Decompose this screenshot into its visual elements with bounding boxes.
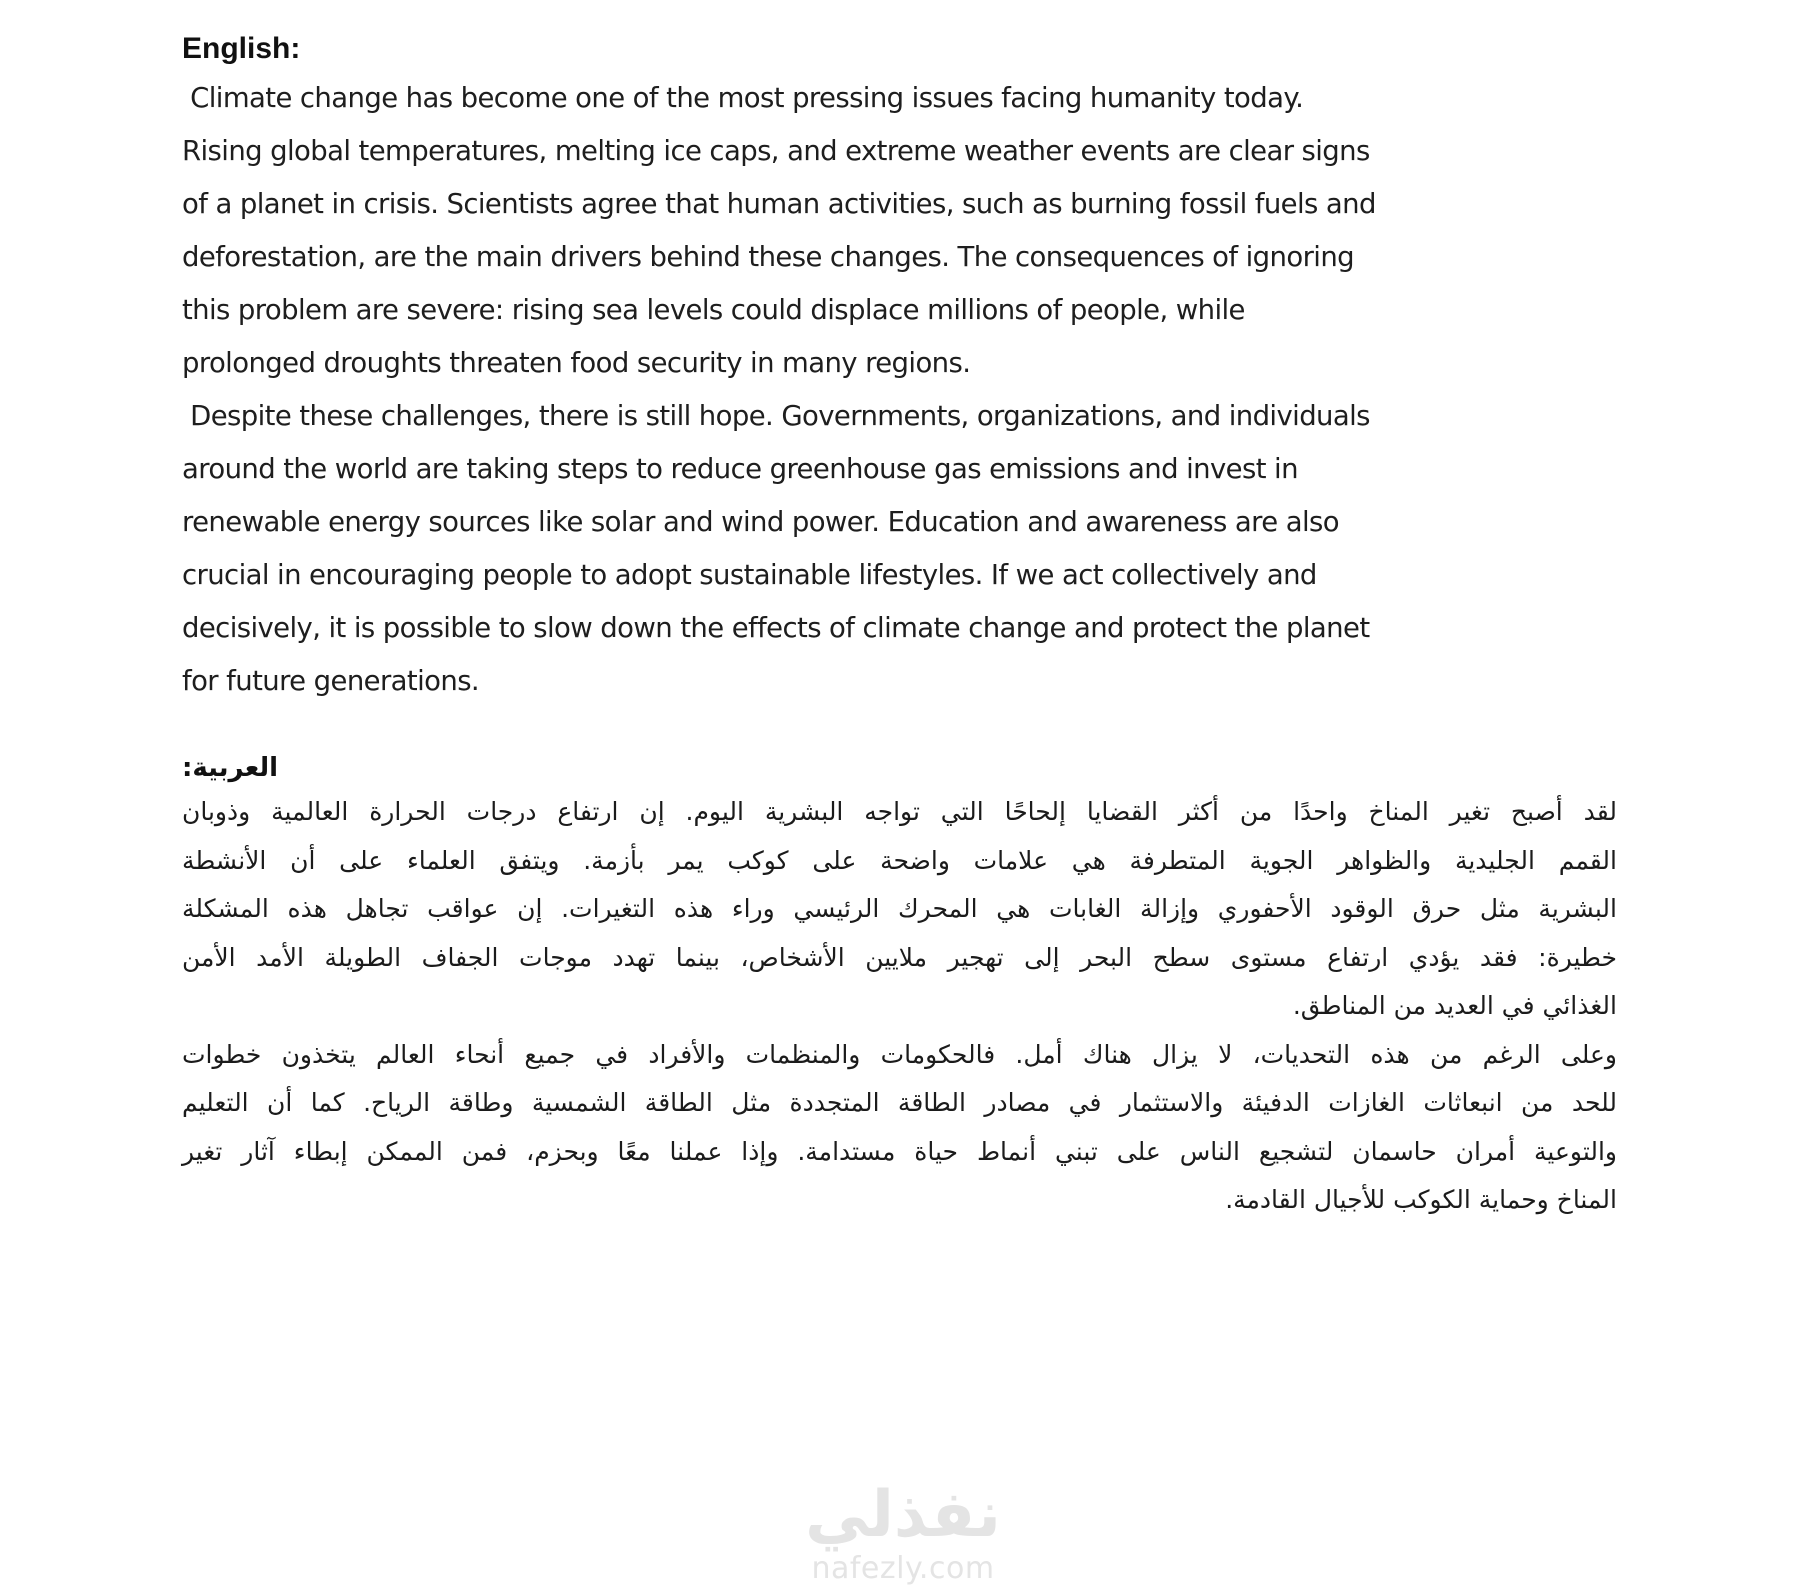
text-line: decisively, it is possible to slow down the effects of climate change and protect the planet — [182, 612, 1370, 644]
text-line: الغذائي في العديد من المناطق. — [1292, 991, 1617, 1020]
arabic-heading: العربية: — [182, 753, 279, 783]
arabic-section — [182, 748, 1617, 1225]
text-line: لقد أصبح تغير المناخ واحدًا من أكثر القضايا إلحاحًا التي تواجه البشرية اليوم. إن ارتفاع درجات الحرارة العالمية وذوبان — [182, 797, 1617, 826]
text-line: renewable energy sources like solar and wind power. Education and awareness are also — [182, 506, 1339, 538]
text-line: المناخ وحماية الكوكب للأجيال القادمة. — [1225, 1185, 1617, 1214]
text-line: for future generations. — [182, 665, 480, 697]
text-line: خطيرة: فقد يؤدي ارتفاع مستوى سطح البحر إلى تهجير ملايين الأشخاص، بينما تهدد موجات الجفاف الطويلة الأمد الأمن — [182, 942, 1617, 972]
english-section — [182, 26, 1622, 708]
english-paragraph-1 — [182, 72, 1622, 390]
english-paragraph-2 — [182, 390, 1622, 708]
text-line: للحد من انبعاثات الغازات الدفيئة والاستثمار في مصادر الطاقة المتجددة مثل الطاقة الشمسية وطاقة الرياح. كما أن التعليم — [182, 1088, 1617, 1117]
text-line: deforestation, are the main drivers behind these changes. The consequences of ignoring — [182, 241, 1355, 273]
text-line: this problem are severe: rising sea levels could displace millions of people, while — [182, 294, 1245, 326]
text-line: والتوعية أمران حاسمان لتشجيع الناس على تبني أنماط حياة مستدامة. وإذا عملنا معًا وبحزم، فمن الممكن إبطاء آثار تغير — [182, 1136, 1617, 1166]
document-page — [182, 26, 1622, 1225]
text-line: crucial in encouraging people to adopt sustainable lifestyles. If we act collectively and — [182, 559, 1317, 591]
watermark-logo-arabic: نفذلي — [805, 1478, 1001, 1552]
english-heading: English: — [182, 32, 301, 65]
text-line: prolonged droughts threaten food security in many regions. — [182, 347, 971, 379]
text-line: Rising global temperatures, melting ice caps, and extreme weather events are clear signs — [182, 135, 1370, 167]
text-line: Climate change has become one of the most pressing issues facing humanity today. — [182, 82, 1304, 114]
text-line: Despite these challenges, there is still hope. Governments, organizations, and individuals — [182, 400, 1370, 432]
arabic-paragraph-2 — [182, 1031, 1617, 1225]
text-line: وعلى الرغم من هذه التحديات، لا يزال هناك أمل. فالحكومات والمنظمات والأفراد في جميع أنحاء العالم يتخذون خطوات — [182, 1039, 1617, 1069]
text-line: around the world are taking steps to reduce greenhouse gas emissions and invest in — [182, 453, 1298, 485]
arabic-paragraph-1 — [182, 788, 1617, 1031]
text-line: القمم الجليدية والظواهر الجوية المتطرفة هي علامات واضحة على كوكب يمر بأزمة. ويتفق العلماء على أن الأنشطة — [182, 845, 1617, 875]
text-line: of a planet in crisis. Scientists agree that human activities, such as burning fossil fuels and — [182, 188, 1376, 220]
watermark-domain: nafezly.com — [811, 1551, 995, 1586]
text-line: البشرية مثل حرق الوقود الأحفوري وإزالة الغابات هي المحرك الرئيسي وراء هذه التغيرات. إن عواقب تجاهل هذه المشكلة — [182, 894, 1617, 923]
watermark — [798, 1478, 1008, 1586]
